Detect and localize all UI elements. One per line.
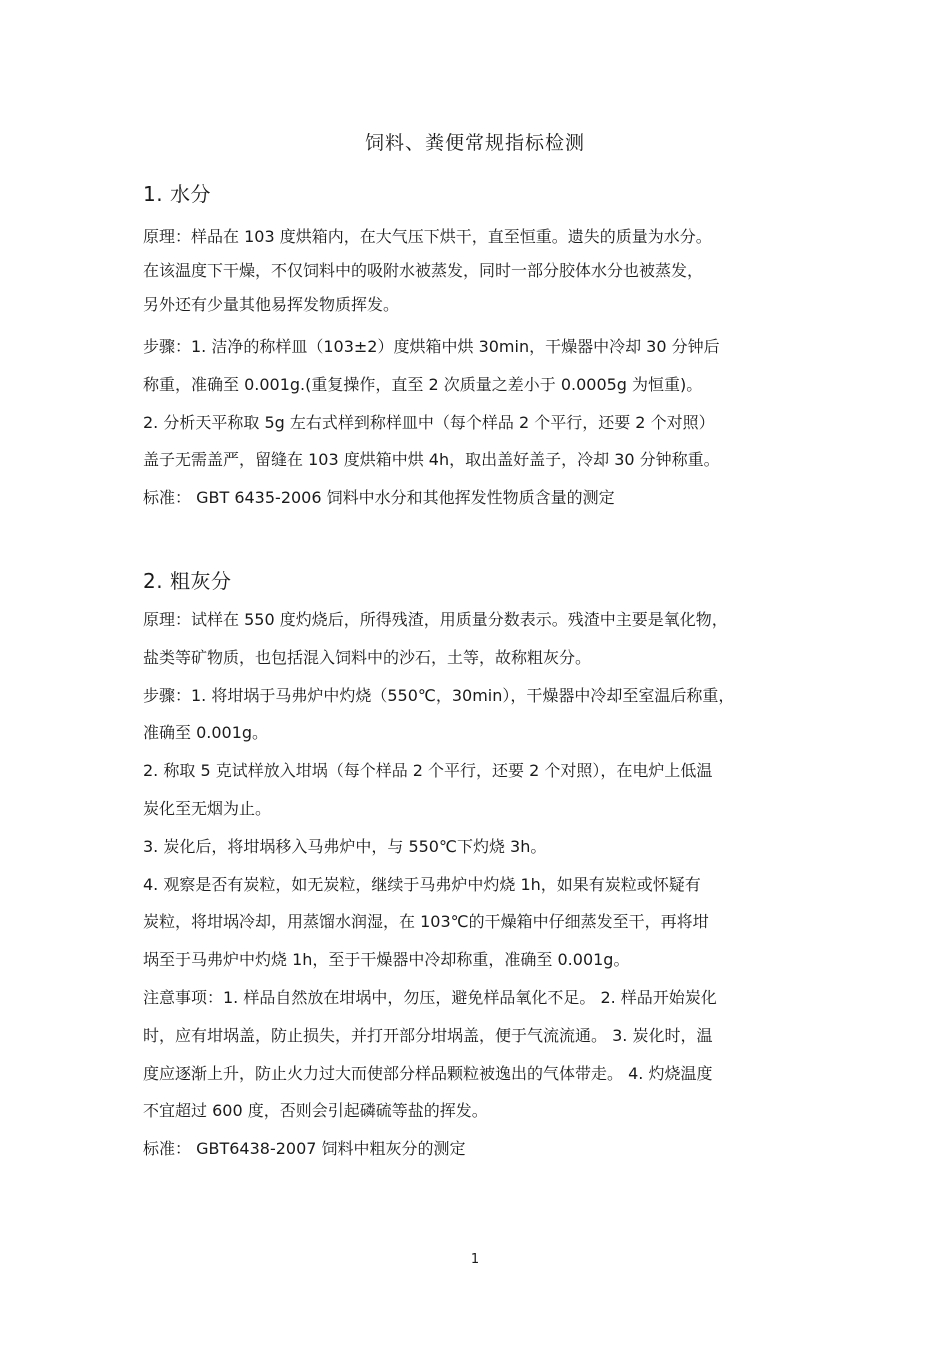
moisture-principle: 原理：样品在 103 度烘箱内，在大气压下烘干，直至恒重。遗失的质量为水分。 在该温度下干燥，不仅饲料中的吸附水被蒸发，同时一部分胶体水分也被蒸发， 另外还有少量其他易挥发物质挥发。	[143, 227, 712, 314]
crude-ash-body: 原理：试样在 550 度灼烧后，所得残渣，用质量分数表示。残渣中主要是氧化物， 盐类等矿物质，也包括混入饲料中的沙石，土等，故称粗灰分。 步骤：1. 将坩埚于马弗炉中灼烧（550℃，30min），干燥器中冷却至室温后称重， 准确至 0.001g。 2. 称取 5 克试样放入坩埚（每个样品 2 个平行，还要 2 个对照），在电炉上低温 炭化至无烟为止。 3. 炭化后，将坩埚移入马弗炉中，与 550℃下灼烧 3h。 4. 观察是否有炭粒，如无炭粒，继续于马弗炉中灼烧 1h，如果有炭粒或怀疑有 炭粒，将坩埚冷却，用蒸馏水润湿，在 103℃的干燥箱中仔细蒸发至干，再将坩 埚至于马弗炉中灼烧 1h，至于干燥器中冷却称重，准确至 0.001g。 注意事项：1. 样品自然放在坩埚中，勿压，避免样品氧化不足。 2. 样品开始炭化 时，应有坩埚盖，防止损失，并打开部分坩埚盖，便于气流流通。 3. 炭化时，温 度应逐渐上升，防止火力过大而使部分样品颗粒被逸出的气体带走。 4. 灼烧温度 不宜超过 600 度，否则会引起磷硫等盐的挥发。 标准： GBT6438-2007 饲料中粗灰分的测定	[143, 610, 735, 1159]
moisture-steps: 步骤：1. 洁净的称样皿（103±2）度烘箱中烘 30min，干燥器中冷却 30 分钟后 称重，准确至 0.001g.(重复操作，直至 2 次质量之差小于 0.0005g 为恒重)。 2. 分析天平称取 5g 左右式样到称样皿中（每个样品 2 个平行，还要 2 个对照） 盖子无需盖严，留缝在 103 度烘箱中烘 4h，取出盖好盖子，冷却 30 分钟称重。	[143, 337, 720, 470]
section-heading-crude-ash: 2. 粗灰分	[143, 569, 232, 593]
moisture-standard: 标准： GBT 6435-2006 饲料中水分和其他挥发性物质含量的测定	[143, 488, 615, 507]
section-heading-moisture: 1. 水分	[143, 182, 211, 206]
page-number: 1	[470, 1252, 480, 1267]
document-title: 饲料、粪便常规指标检测	[364, 132, 585, 154]
